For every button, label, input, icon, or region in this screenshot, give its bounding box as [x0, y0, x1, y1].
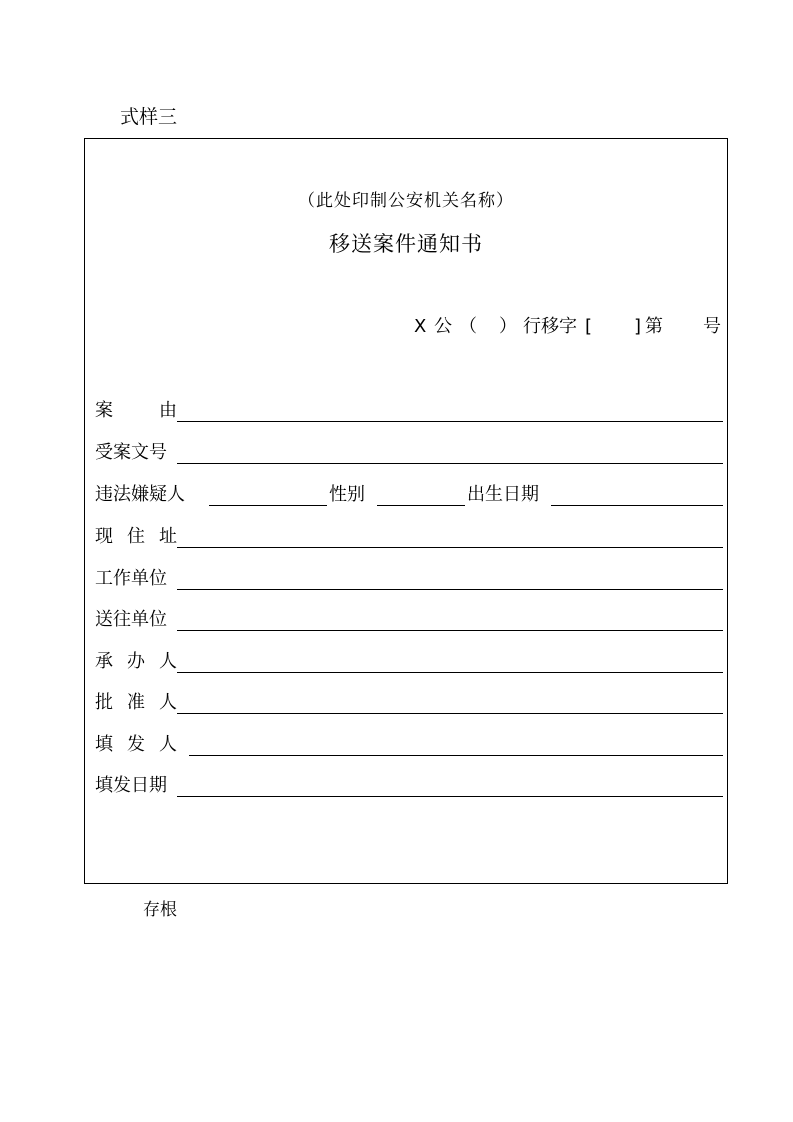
field-label — [95, 733, 177, 757]
birth-date-label: 出生日期 — [467, 484, 539, 505]
receiving-unit-input-line[interactable] — [177, 610, 723, 631]
field-handler — [95, 650, 723, 674]
notice-form — [84, 138, 728, 884]
doc-number-paren-open: （ — [459, 316, 477, 337]
field-approver — [95, 691, 723, 715]
field-label-char: 案 — [95, 400, 113, 421]
field-label — [95, 691, 177, 715]
field-label: 受案文号 — [95, 442, 167, 463]
doc-number-di: 第 — [645, 316, 663, 337]
field-label-char: 人 — [159, 734, 177, 755]
birth-date-input-line[interactable] — [551, 485, 723, 506]
field-receiving-unit — [95, 608, 723, 632]
address-input-line[interactable] — [177, 527, 723, 548]
suspect-input-line[interactable] — [209, 485, 327, 506]
field-label-char: 由 — [159, 400, 177, 421]
doc-number-paren-close: ） — [499, 316, 517, 337]
field-issue-date — [95, 774, 723, 798]
field-label-char: 发 — [127, 734, 145, 755]
field-label-char: 填 — [95, 734, 113, 755]
agency-name-placeholder: （此处印制公安机关名称） — [298, 191, 514, 211]
gender-input-line[interactable] — [377, 485, 465, 506]
approver-input-line[interactable] — [177, 693, 723, 714]
field-label-char: 住 — [127, 526, 145, 547]
field-label: 填发日期 — [95, 775, 167, 796]
doc-number-word: 行移字 — [523, 316, 577, 337]
field-label-char: 承 — [95, 651, 113, 672]
handler-input-line[interactable] — [177, 652, 723, 673]
field-label-char: 准 — [127, 692, 145, 713]
field-label-char: 人 — [159, 651, 177, 672]
field-label — [95, 399, 177, 423]
document-number — [85, 314, 729, 340]
field-case-doc-no — [95, 441, 723, 465]
doc-number-bracket-close: ] — [634, 316, 642, 337]
field-label — [95, 650, 177, 674]
field-label-char: 址 — [159, 526, 177, 547]
gender-label: 性别 — [329, 484, 365, 505]
doc-number-x: X — [414, 316, 427, 337]
sample-label: 式样三 — [120, 106, 178, 128]
doc-number-gong: 公 — [434, 316, 452, 337]
doc-number-hao: 号 — [703, 316, 721, 337]
field-label-char: 批 — [95, 692, 113, 713]
field-employer — [95, 567, 723, 591]
field-label: 送往单位 — [95, 609, 167, 630]
document-title: 移送案件通知书 — [329, 232, 483, 256]
issue-date-input-line[interactable] — [177, 776, 723, 797]
field-suspect-row — [95, 483, 723, 507]
field-label — [95, 525, 177, 549]
field-label-char: 人 — [159, 692, 177, 713]
field-label-char: 办 — [127, 651, 145, 672]
issuer-input-line[interactable] — [189, 735, 723, 756]
doc-number-bracket-open: [ — [585, 316, 593, 337]
stub-label: 存根 — [143, 900, 177, 920]
field-issuer — [95, 733, 723, 757]
field-label: 工作单位 — [95, 568, 167, 589]
field-address — [95, 525, 723, 549]
case-doc-no-input-line[interactable] — [177, 443, 723, 464]
field-label-char: 现 — [95, 526, 113, 547]
case-reason-input-line[interactable] — [177, 401, 723, 422]
employer-input-line[interactable] — [177, 569, 723, 590]
suspect-label: 违法嫌疑人 — [95, 484, 185, 505]
field-case-reason — [95, 399, 723, 423]
